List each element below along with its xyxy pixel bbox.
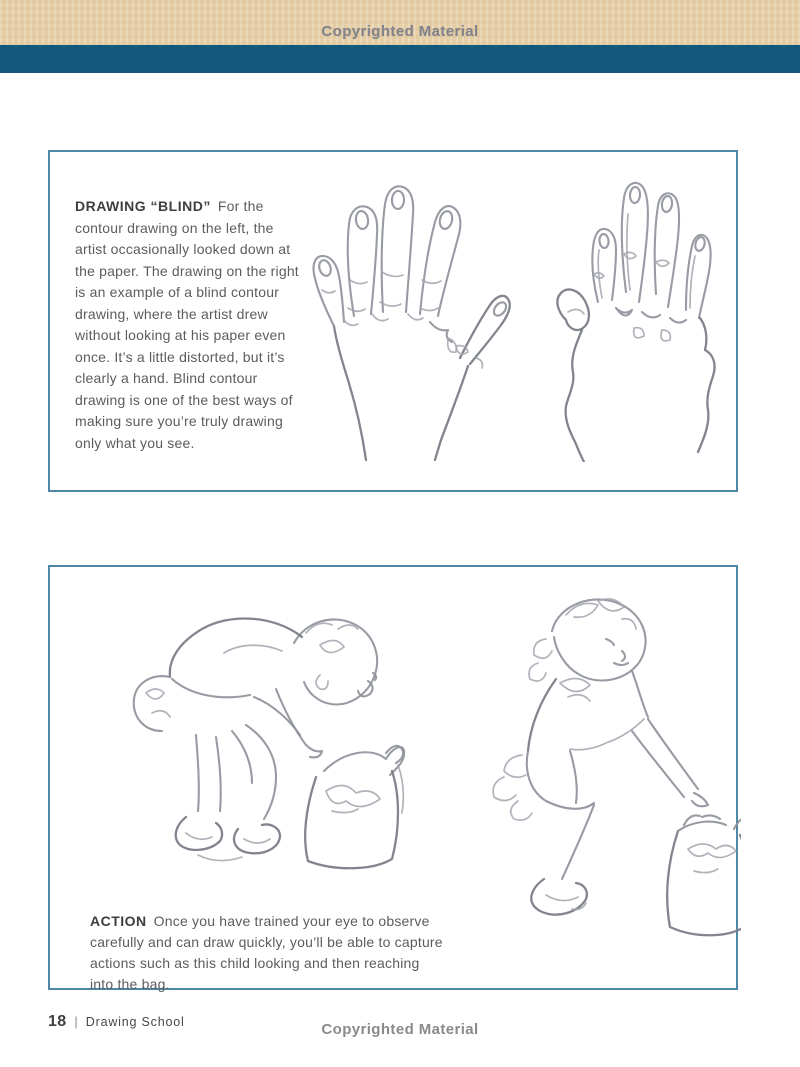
figure-panel-action: [48, 565, 738, 990]
blind-caption-lead: DRAWING “BLIND”: [75, 198, 211, 214]
child-reaching-into-bag-contour-drawing: [426, 579, 741, 949]
contour-hand-drawing: [280, 162, 525, 462]
footer-separator: |: [74, 1014, 78, 1029]
copyright-text-bottom: Copyrighted Material: [321, 1021, 479, 1038]
copyright-banner-top: [0, 0, 800, 45]
header-rule-bar: [0, 45, 800, 73]
page-number: 18: [48, 1013, 67, 1030]
book-title: Drawing School: [85, 1015, 185, 1029]
child-bending-over-bag-contour-drawing: [68, 585, 408, 885]
action-caption-body: Once you have trained your eye to observe carefully and can draw quickly, you’ll be able to capture actions such as this child looking and then reaching into the bag.: [90, 913, 443, 992]
action-caption-lead: ACTION: [90, 913, 147, 929]
action-caption: [90, 911, 446, 995]
blind-caption-body: For the contour drawing on the left, the artist occasionally looked down at the paper. The drawing on the right is an example of a blind contour drawing, where the artist drew without looking at his paper even once. It’s a little distorted, but it’s clearly a hand. Blind contour drawing is one of the best ways of making sure you’re truly drawing only what you see.: [75, 198, 299, 451]
blind-contour-hand-drawing: [538, 162, 738, 462]
copyright-text-top: Copyrighted Material: [321, 23, 479, 40]
blind-caption: [75, 196, 301, 454]
figure-panel-blind-contour: [48, 150, 738, 492]
